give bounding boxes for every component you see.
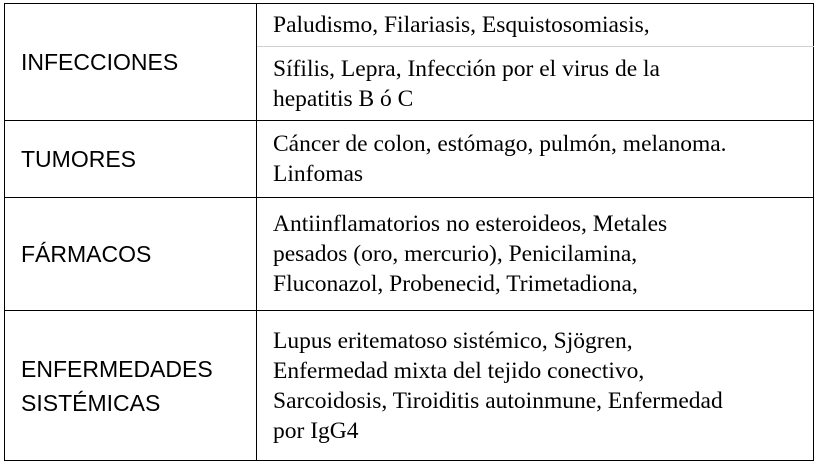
description-line: Antiinflamatorios no esteroideos, Metales [273,211,668,237]
category-label: FÁRMACOS [21,241,152,267]
category-label: INFECCIONES [21,49,179,75]
description-cell-sistemicas [257,311,814,461]
description-line: Enfermedad mixta del tejido conectivo, [273,357,645,384]
category-cell-farmacos [5,198,257,311]
description-cell-farmacos [257,198,814,311]
description-line: Linfomas [273,161,364,187]
category-label: TUMORES [21,146,136,172]
description-line: Lupus eritematoso sistémico, Sjögren, [273,327,633,354]
category-cell-tumores [5,121,257,198]
category-cell-infecciones [5,4,257,121]
description-cell-infecciones-a [257,4,814,47]
description-line: Paludismo, Filariasis, Esquistosomiasis, [273,12,650,38]
category-cell-sistemicas [5,311,257,461]
description-line: Fluconazol, Probenecid, Trimetadiona, [273,271,638,297]
description-cell-infecciones-b [257,47,814,121]
description-line: Sífilis, Lepra, Infección por el virus de la [273,55,660,82]
category-label-line: SISTÉMICAS [21,389,161,416]
table-row-farmacos [5,198,814,311]
table-row-tumores [5,121,814,198]
table-row-infecciones [5,4,814,47]
description-line: Cáncer de colon, estómago, pulmón, melanoma. [273,131,727,157]
description-line: hepatitis B ó C [273,85,414,112]
table-row-sistemicas [5,311,814,461]
category-label-line: ENFERMEDADES [21,355,213,382]
description-line: Sarcoidosis, Tiroiditis autoinmune, Enfermedad [273,387,723,414]
description-line: por IgG4 [273,417,359,444]
description-line: pesados (oro, mercurio), Penicilamina, [273,241,638,267]
causes-table [4,3,814,461]
description-cell-tumores [257,121,814,198]
